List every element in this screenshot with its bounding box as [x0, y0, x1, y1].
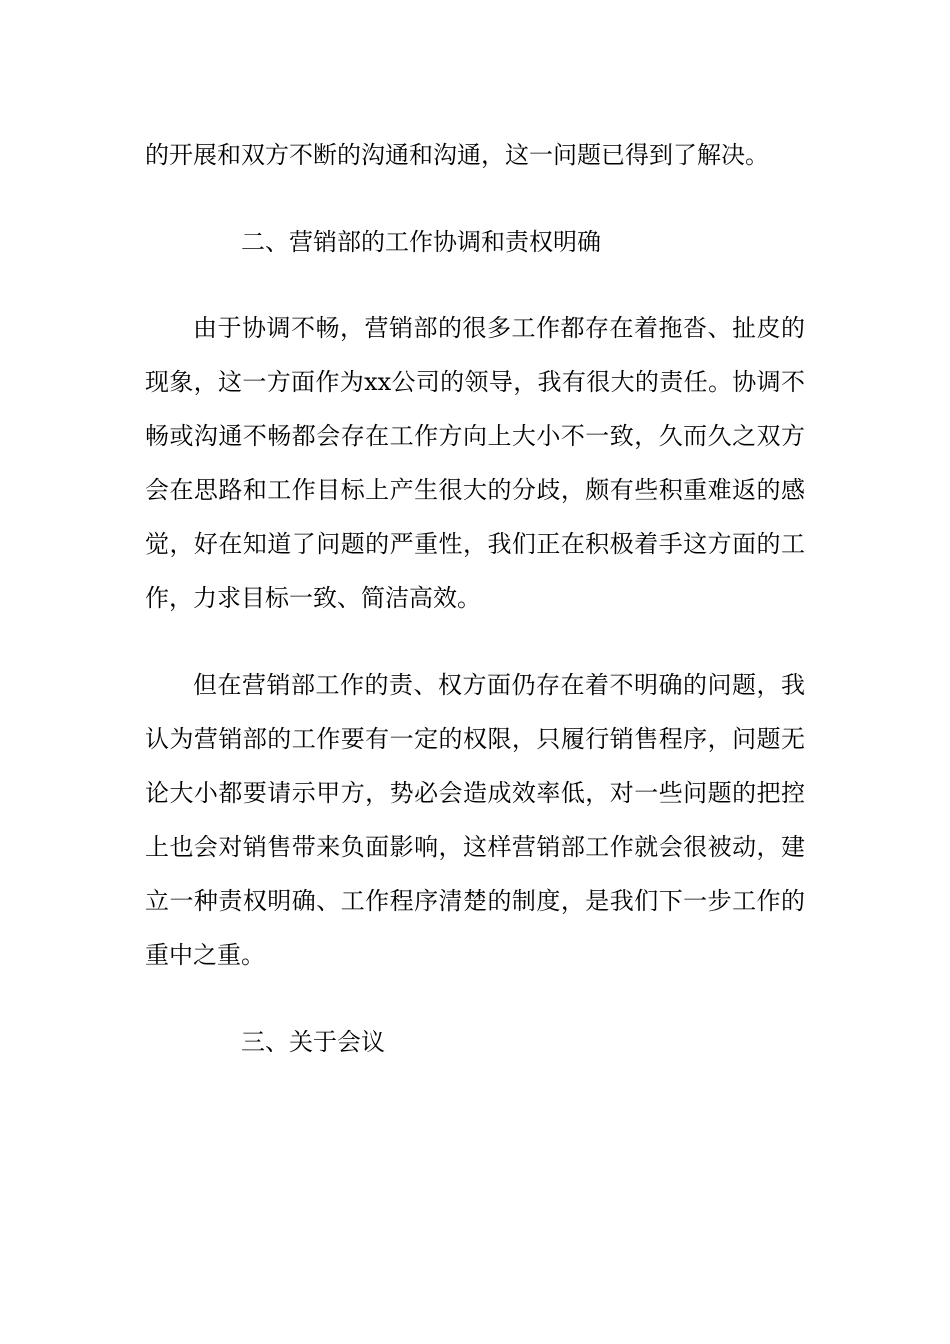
section-heading-3: 三、关于会议	[241, 1028, 385, 1056]
paragraph-responsibility: 但在营销部工作的责、权方面仍存在着不明确的问题，我认为营销部的工作要有一定的权限，只履行销售程序，问题无论大小都要请示甲方，势必会造成效率低，对一些问题的把控上也会对销售带来负面影响，这样营销部工作就会很被动，建立一种责权明确、工作程序清楚的制度，是我们下一步工作的重中之重。	[145, 671, 805, 969]
section-heading-2: 二、营销部的工作协调和责权明确	[241, 228, 601, 256]
paragraph-coordination: 由于协调不畅，营销部的很多工作都存在着拖沓、扯皮的现象，这一方面作为xx公司的领导，我有很大的责任。协调不畅或沟通不畅都会存在工作方向上大小不一致，久而久之双方会在思路和工作目标上产生很大的分歧，颇有些积重难返的感觉，好在知道了问题的严重性，我们正在积极着手这方面的工作，力求目标一致、简洁高效。	[145, 314, 805, 612]
paragraph-continuation: 的开展和双方不断的沟通和沟通，这一问题已得到了解决。	[145, 141, 769, 169]
document-body	[145, 128, 805, 1069]
